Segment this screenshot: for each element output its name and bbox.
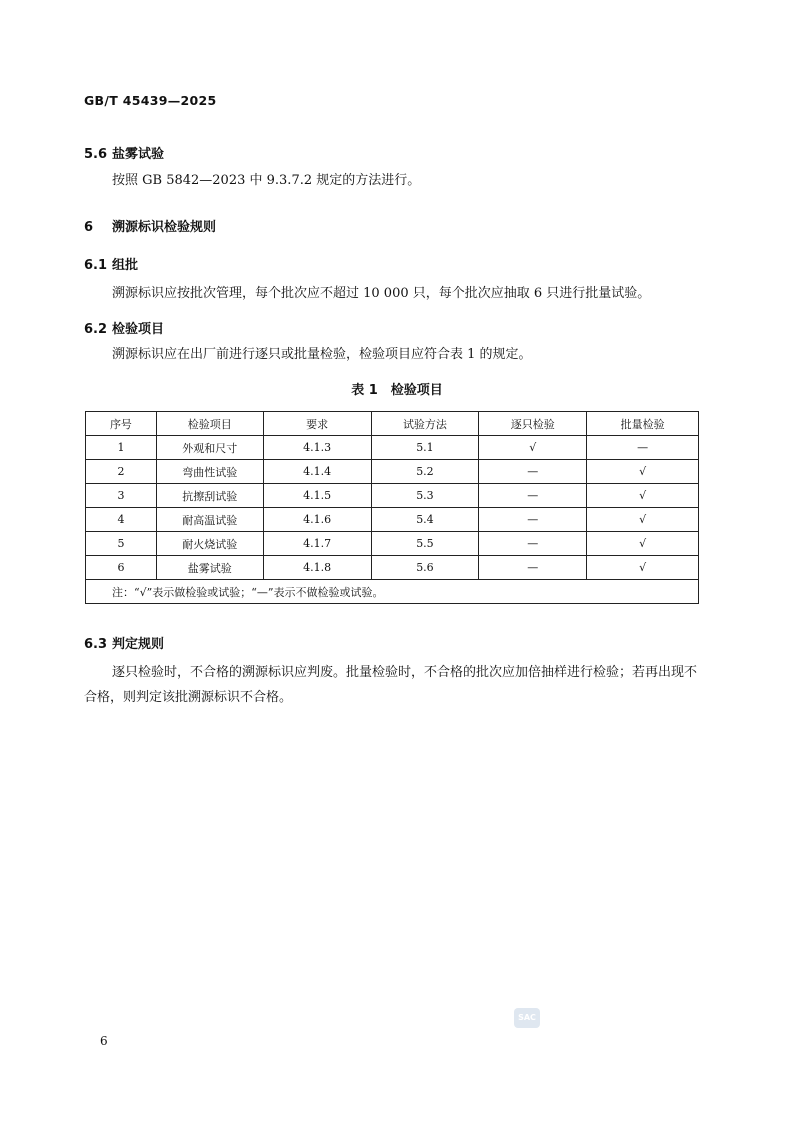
- cell-per-piece: —: [479, 532, 587, 556]
- standard-number: GB/T 45439—2025: [84, 93, 217, 108]
- header-batch: 批量检验: [587, 412, 699, 436]
- header-item: 检验项目: [156, 412, 263, 436]
- section-title: 溯源标识检验规则: [112, 220, 217, 235]
- cell-seq: 6: [86, 556, 157, 580]
- header-requirement: 要求: [263, 412, 371, 436]
- cell-requirement: 4.1.3: [263, 436, 371, 460]
- header-test-method: 试验方法: [371, 412, 479, 436]
- cell-batch: √: [587, 532, 699, 556]
- cell-test-method: 5.4: [371, 508, 479, 532]
- cell-per-piece: √: [479, 436, 587, 460]
- cell-batch: √: [587, 556, 699, 580]
- section-title: 判定规则: [112, 637, 165, 652]
- header-seq: 序号: [86, 412, 157, 436]
- table-row: [86, 532, 699, 556]
- table-row: [86, 484, 699, 508]
- cell-requirement: 4.1.4: [263, 460, 371, 484]
- header-per-piece: 逐只检验: [479, 412, 587, 436]
- cell-per-piece: —: [479, 556, 587, 580]
- cell-batch: —: [587, 436, 699, 460]
- section-title: 组批: [112, 258, 139, 273]
- cell-test-method: 5.1: [371, 436, 479, 460]
- table-row: [86, 556, 699, 580]
- section-6-1-text: 溯源标识应按批次管理，每个批次应不超过 10 000 只，每个批次应抽取 6 只进行批量试验。: [112, 286, 651, 301]
- inspection-items-table: [85, 411, 699, 604]
- section-5-6-text: 按照 GB 5842—2023 中 9.3.7.2 规定的方法进行。: [112, 173, 421, 188]
- table-row: [86, 508, 699, 532]
- cell-seq: 1: [86, 436, 157, 460]
- table-row: [86, 436, 699, 460]
- table-header-row: [86, 412, 699, 436]
- cell-item: 弯曲性试验: [156, 460, 263, 484]
- section-number: 6.3: [84, 637, 108, 652]
- section-5-6-heading: [84, 143, 164, 162]
- section-6-2-heading: [84, 318, 164, 337]
- table-row: [86, 460, 699, 484]
- section-title: 检验项目: [112, 322, 165, 337]
- cell-batch: √: [587, 484, 699, 508]
- cell-requirement: 4.1.7: [263, 532, 371, 556]
- sac-logo: SAC: [514, 1008, 540, 1028]
- cell-per-piece: —: [479, 460, 587, 484]
- cell-item: 耐火烧试验: [156, 532, 263, 556]
- cell-seq: 5: [86, 532, 157, 556]
- section-6-heading: [84, 216, 216, 235]
- cell-item: 耐高温试验: [156, 508, 263, 532]
- table-caption: 表 1 检验项目: [351, 383, 443, 398]
- cell-item: 抗擦刮试验: [156, 484, 263, 508]
- section-number: 6.1: [84, 258, 108, 273]
- section-6-3-text: 逐只检验时，不合格的溯源标识应判废。批量检验时，不合格的批次应加倍抽样进行检验；若再出现不合格，则判定该批溯源标识不合格。: [84, 665, 698, 705]
- section-title: 盐雾试验: [112, 147, 165, 162]
- cell-batch: √: [587, 460, 699, 484]
- cell-batch: √: [587, 508, 699, 532]
- section-6-3-heading: [84, 633, 164, 652]
- section-number: 6: [84, 220, 94, 235]
- cell-per-piece: —: [479, 508, 587, 532]
- cell-item: 外观和尺寸: [156, 436, 263, 460]
- cell-test-method: 5.3: [371, 484, 479, 508]
- cell-item: 盐雾试验: [156, 556, 263, 580]
- section-6-2-text: 溯源标识应在出厂前进行逐只或批量检验，检验项目应符合表 1 的规定。: [112, 347, 532, 362]
- cell-seq: 2: [86, 460, 157, 484]
- cell-seq: 3: [86, 484, 157, 508]
- table-note: 注：“√”表示做检验或试验；“—”表示不做检验或试验。: [86, 580, 699, 604]
- cell-requirement: 4.1.8: [263, 556, 371, 580]
- page-number: 6: [100, 1034, 108, 1048]
- cell-requirement: 4.1.5: [263, 484, 371, 508]
- cell-test-method: 5.5: [371, 532, 479, 556]
- section-number: 6.2: [84, 322, 108, 337]
- cell-test-method: 5.2: [371, 460, 479, 484]
- cell-seq: 4: [86, 508, 157, 532]
- cell-test-method: 5.6: [371, 556, 479, 580]
- section-6-1-heading: [84, 254, 138, 273]
- cell-per-piece: —: [479, 484, 587, 508]
- section-number: 5.6: [84, 147, 108, 162]
- cell-requirement: 4.1.6: [263, 508, 371, 532]
- table-note-row: [86, 580, 699, 604]
